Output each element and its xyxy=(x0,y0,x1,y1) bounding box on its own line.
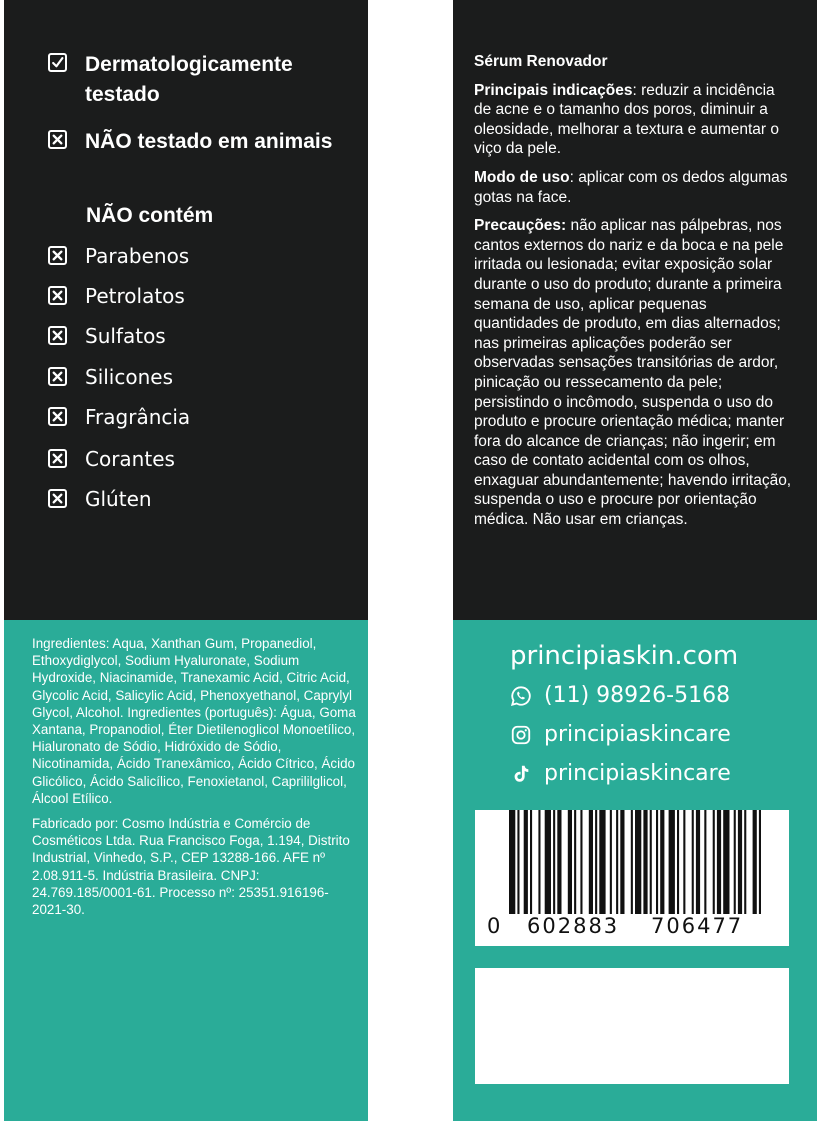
barcode-bar xyxy=(660,810,664,914)
barcode-bar xyxy=(635,810,641,914)
checkbox-checked-icon xyxy=(48,53,67,72)
claim-dermatologically-tested xyxy=(48,50,345,110)
barcode-bar xyxy=(574,810,576,914)
barcode-bar xyxy=(517,810,519,914)
tiktok-handle: principiaskincare xyxy=(544,761,731,786)
barcode-digit-first: 0 xyxy=(487,914,501,938)
barcode-bar xyxy=(580,810,582,914)
blank-label-area xyxy=(475,968,789,1084)
free-from-label: Petrolatos xyxy=(85,284,185,308)
barcode-bar xyxy=(530,810,532,914)
tiktok-contact[interactable] xyxy=(510,761,731,786)
free-from-label: Corantes xyxy=(85,447,175,471)
manufacturer-text: Fabricado por: Cosmo Indústria e Comércio de Cosméticos Ltda. Rua Francisco Foga, 1.194, Distrito Industrial, Vinhedo, S.P., CEP 13288-166. AFE nº 2.08.911-5. Indústria Brasileira. CNPJ: 24.769.185/0001-61. Processo nº: 25351.916196-2021-30. xyxy=(32,816,350,918)
whatsapp-number: (11) 98926-5168 xyxy=(544,683,731,708)
indications-paragraph xyxy=(474,81,794,159)
free-from-item xyxy=(48,283,185,309)
barcode-bar xyxy=(677,810,679,914)
checkbox-x-icon xyxy=(48,286,67,305)
barcode-bar xyxy=(620,810,624,914)
barcode-bar xyxy=(557,810,561,914)
barcode-digits-left: 602883 xyxy=(527,914,620,938)
free-from-label: Silicones xyxy=(85,365,173,389)
barcode xyxy=(475,810,789,946)
instagram-contact[interactable] xyxy=(510,722,731,747)
checkbox-x-icon xyxy=(48,449,67,468)
ingredients-block xyxy=(32,635,357,926)
free-from-label: Sulfatos xyxy=(85,324,166,348)
usage-label: Modo de uso xyxy=(474,168,570,186)
whatsapp-icon xyxy=(510,685,532,707)
checkbox-x-icon xyxy=(48,367,67,386)
free-from-label: Glúten xyxy=(85,487,152,511)
free-from-item xyxy=(48,486,152,512)
checkbox-x-icon xyxy=(48,246,67,265)
barcode-bar xyxy=(545,810,551,914)
tiktok-icon xyxy=(510,763,532,785)
barcode-bar xyxy=(553,810,555,914)
product-name: Sérum Renovador xyxy=(474,53,608,70)
checkbox-x-icon xyxy=(48,489,67,508)
barcode-bar xyxy=(568,810,572,914)
barcode-bars xyxy=(475,810,789,914)
instagram-handle: principiaskincare xyxy=(544,722,731,747)
free-from-label: Fragrância xyxy=(85,405,191,429)
barcode-bar xyxy=(524,810,528,914)
website-link[interactable]: principiaskin.com xyxy=(510,641,739,671)
usage-paragraph xyxy=(474,168,794,207)
product-info xyxy=(474,52,794,539)
free-from-item xyxy=(48,446,175,472)
checkbox-x-icon xyxy=(48,326,67,345)
free-from-label: Parabenos xyxy=(85,244,190,268)
checkbox-x-icon xyxy=(48,407,67,426)
barcode-bar xyxy=(738,810,742,914)
indications-text: : reduzir a incidência de acne e o tamanho dos poros, diminuir a oleosidade, melhorar a textura e aumentar o viço da pele. xyxy=(474,81,780,158)
free-from-item xyxy=(48,404,190,430)
barcode-bar xyxy=(696,810,700,914)
left-panel xyxy=(4,0,368,1121)
free-from-item xyxy=(48,364,173,390)
barcode-bar xyxy=(704,810,706,914)
barcode-bar xyxy=(610,810,612,914)
barcode-bar xyxy=(669,810,675,914)
barcode-bar xyxy=(734,810,736,914)
barcode-bar xyxy=(509,810,515,914)
barcode-bar xyxy=(692,810,694,914)
precautions-paragraph xyxy=(474,216,794,530)
barcode-bar xyxy=(631,810,633,914)
usage-text: : aplicar com os dedos algumas gotas na face. xyxy=(474,168,788,206)
barcode-bar xyxy=(683,810,685,914)
barcode-bar xyxy=(595,810,597,914)
barcode-bar xyxy=(717,810,721,914)
barcode-bar xyxy=(744,810,746,914)
barcode-bar xyxy=(616,810,618,914)
barcode-bar xyxy=(589,810,593,914)
barcode-bar xyxy=(538,810,540,914)
barcode-bar xyxy=(723,810,729,914)
whatsapp-contact[interactable] xyxy=(510,683,730,708)
checkbox-x-icon xyxy=(48,130,67,149)
barcode-bar xyxy=(759,810,761,914)
barcode-bar xyxy=(643,810,647,914)
ingredients-text: Ingredientes: Aqua, Xanthan Gum, Propanediol, Ethoxydiglycol, Sodium Hyaluronate, Sodium Hydroxide, Niacinamide, Tranexamic Acid, Citric Acid, Glycolic Acid, Salicylic Acid, Phenoxyethanol, Caprylyl Glycol, Alcohol. Ingredientes (português): Água, Goma Xantana, Propanodiol, Éter Dietilenoglicol Monoetílico, Hialuronato de Sódio, Hidróxido de Sódio, Nicotinamida, Ácido Tranexâmico, Ácido Cítrico, Ácido Glicólico, Ácido Salicílico, Fenoxietanol, Caprililglicol, Álcool Etílico. xyxy=(32,636,356,806)
free-from-item xyxy=(48,323,166,349)
right-panel xyxy=(453,0,817,1121)
claim-label: Dermatologicamente testado xyxy=(85,53,293,106)
barcode-bar xyxy=(656,810,658,914)
barcode-bar xyxy=(713,810,715,914)
indications-label: Principais indicações xyxy=(474,81,633,99)
instagram-icon xyxy=(510,724,532,746)
barcode-bar xyxy=(599,810,605,914)
barcode-bar xyxy=(650,810,652,914)
free-from-heading: NÃO contém xyxy=(86,204,214,227)
barcode-bar xyxy=(753,810,757,914)
precautions-text: não aplicar nas pálpebras, nos cantos externos do nariz e da boca e na pele irritada ou lesionada; evitar exposição solar durante o uso do produto; durante a primeira semana de uso, aplicar pequenas quantidades de produto, em dias alternados; nas primeiras aplicações poderão ser observadas sensações transitórias de ardor, pinicação ou ressecamento da pele; persistindo o incômodo, suspenda o uso do produto e procure orientação médica; manter fora do alcance de crianças; não ingerir; em caso de contato acidental com os olhos, enxaguar abundantemente; havendo irritação, suspenda o uso e procure por orientação médica. Não usar em crianças. xyxy=(474,217,792,529)
claim-not-tested-animals xyxy=(48,127,345,157)
free-from-item xyxy=(48,243,189,269)
claim-label: NÃO testado em animais xyxy=(85,130,333,153)
precautions-label: Precauções: xyxy=(474,217,567,235)
barcode-digits-right: 706477 xyxy=(651,914,744,938)
